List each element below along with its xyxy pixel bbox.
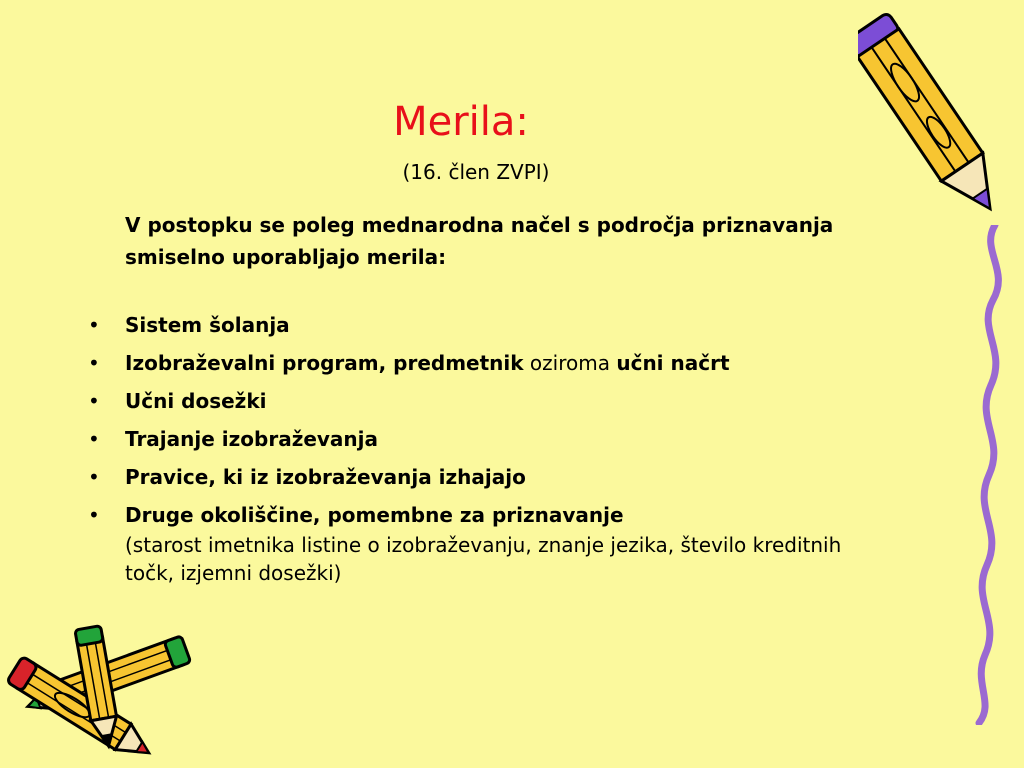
list-item	[88, 309, 888, 341]
slide-subtitle: (16. člen ZVPI)	[402, 160, 550, 184]
bullet-marker: •	[88, 427, 100, 451]
list-item-text: Pravice, ki iz izobraževanja izhajajo	[125, 465, 526, 489]
list-item	[88, 461, 888, 493]
list-item	[88, 385, 888, 417]
bullet-marker: •	[88, 389, 100, 413]
pencil-icon	[858, 4, 1008, 244]
bullet-marker: •	[88, 465, 100, 489]
list-item-text: Izobraževalni program, predmetnik	[125, 351, 524, 375]
bullet-marker: •	[88, 313, 100, 337]
list-item	[88, 499, 888, 587]
list-item-text: Sistem šolanja	[125, 313, 290, 337]
list-item	[88, 347, 888, 379]
list-item-connector: oziroma	[523, 351, 617, 375]
list-item	[88, 423, 888, 455]
intro-text: V postopku se poleg mednarodna načel s področja priznavanja smiselno uporabljajo merila:	[125, 213, 834, 269]
list-item-text: Druge okoliščine, pomembne za priznavanje	[125, 503, 624, 527]
crossed-pencils-icon	[0, 618, 210, 768]
list-item-text-2: učni načrt	[616, 351, 730, 375]
list-item-text: Učni dosežki	[125, 389, 267, 413]
list-item-text: Trajanje izobraževanja	[125, 427, 379, 451]
squiggle-line	[965, 225, 1020, 725]
list-item-note: (starost imetnika listine o izobraževanju, znanje jezika, število kreditnih točk, izjemni dosežki)	[125, 533, 842, 585]
bullet-marker: •	[88, 351, 100, 375]
slide-title: Merila:	[393, 99, 529, 145]
bullet-marker: •	[88, 503, 100, 527]
criteria-list	[88, 309, 888, 593]
